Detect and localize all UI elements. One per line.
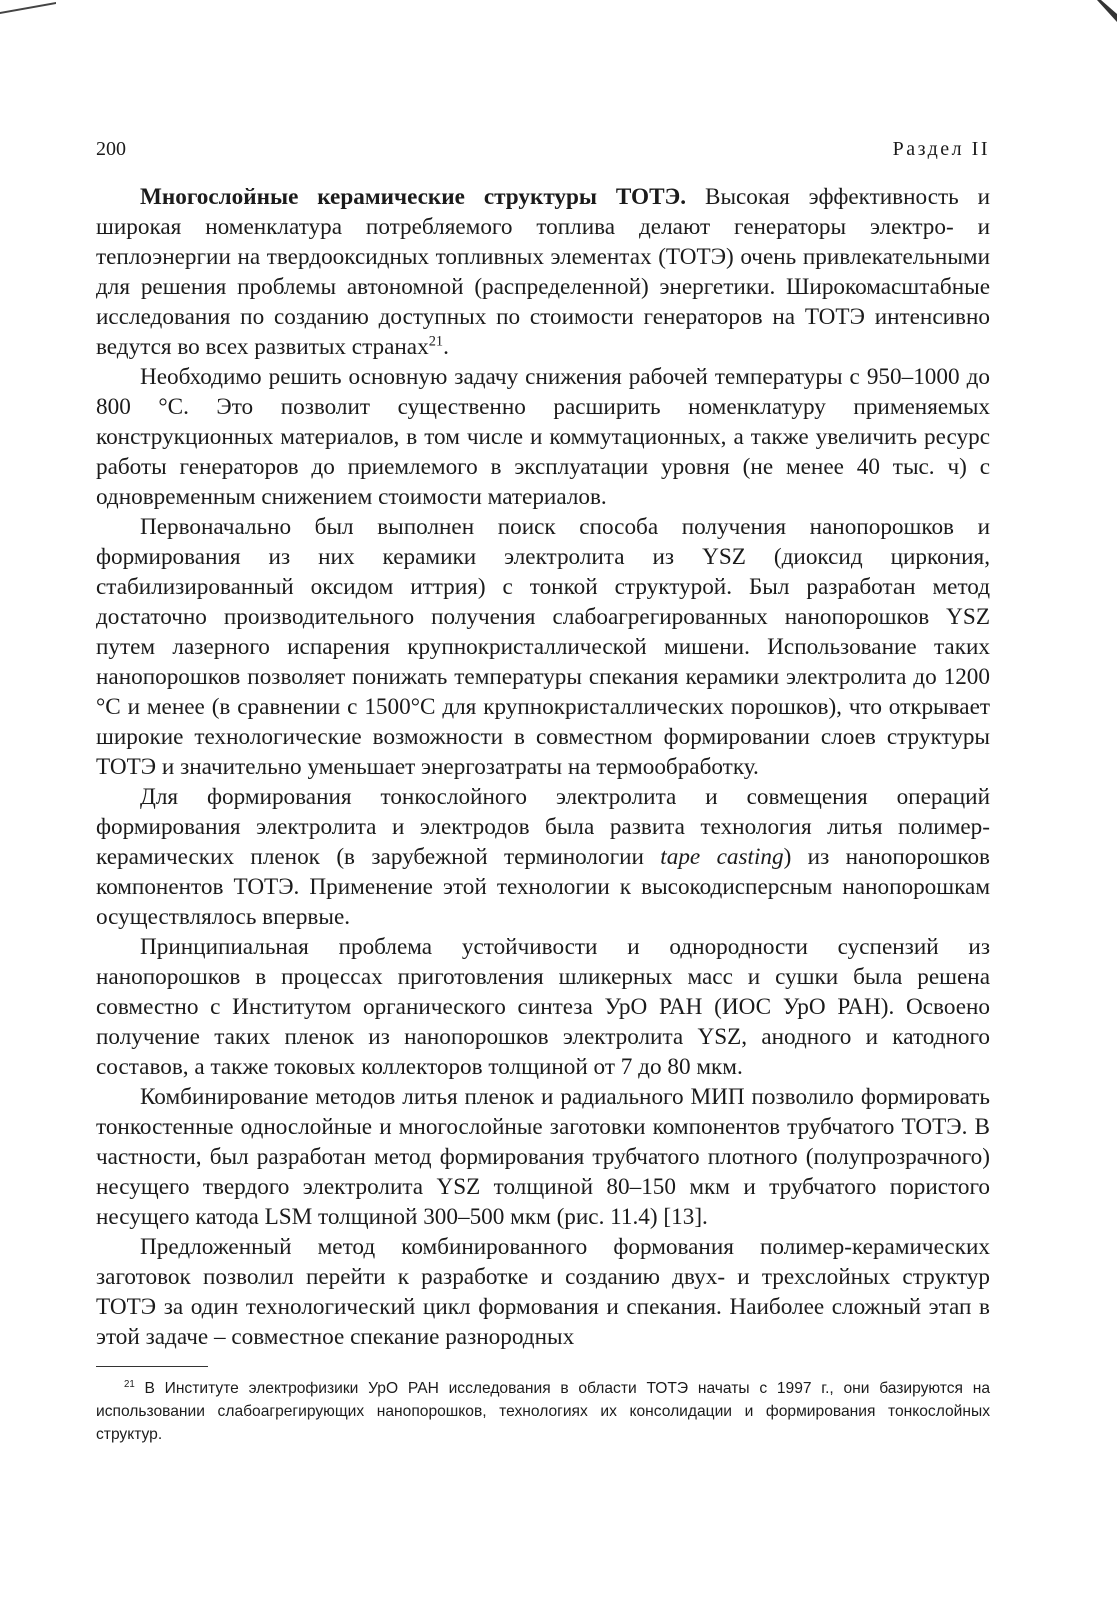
main-text: [96, 182, 990, 1352]
section-label: Раздел II: [892, 138, 990, 160]
paragraph-4-italic-term: tape casting: [660, 844, 784, 870]
scan-edge-mark-left: [0, 0, 60, 16]
paragraph-4-text: Для формирования тонкослойного электролита и совмещения операций формирования электролита и электродов была развита технология литья полимер-керамических пленок (в зарубежной терминологии: [96, 784, 990, 870]
scan-edge-mark-right: [1093, 0, 1117, 24]
paragraph-1-end: .: [443, 334, 449, 360]
paragraph-5: Принципиальная проблема устойчивости и однородности суспензий из нанопорошков в процессах приготовления шликерных масс и сушки была решена совместно с Институтом органического синтеза УрО РАН (ИОС УрО РАН). Освоено получение таких пленок из нанопорошков электролита YSZ, анодного и катодного составов, а также токовых коллекторов толщиной от 7 до 80 мкм.: [96, 934, 990, 1080]
running-header: [96, 136, 990, 162]
paragraph-6: Комбинирование методов литья пленок и радиального МИП позволило формировать тонкостенные однослойные и многослойные заготовки компонентов трубчатого ТОТЭ. В частности, был разработан метод формирования трубчатого плотного (полупрозрачного) несущего твердого электролита YSZ толщиной 80–150 мкм и трубчатого пористого несущего катода LSM толщиной 300–500 мкм (рис. 11.4) [13].: [96, 1084, 990, 1230]
footnote-divider: [96, 1366, 208, 1367]
paragraph-7: Предложенный метод комбинированного формования полимер-керамических заготовок позволил перейти к разработке и созданию двух- и трехслойных структур ТОТЭ за один технологический цикл формования и спекания. Наиболее сложный этап в этой задаче – совместное спекание разнородных: [96, 1234, 990, 1350]
footnote-reference: 21: [428, 333, 444, 350]
footnote-marker: 21: [124, 1378, 135, 1390]
page-number: 200: [96, 138, 126, 160]
paragraph-3: Первоначально был выполнен поиск способа получения нанопорошков и формирования из них керамики электролита из YSZ (диоксид циркония, стабилизированный оксидом иттрия) с тонкой структурой. Был разработан метод достаточно производительного получения слабоагрегированных нанопорошков YSZ путем лазерного испарения крупнокристаллической мишени. Использование таких нанопорошков позволяет понижать температуры спекания керамики электролита до 1200 °С и менее (в сравнении с 1500°С для крупнокристаллических порошков), что открывает широкие технологические возможности в совместном формировании слоев структуры ТОТЭ и значительно уменьшает энергозатраты на термообработку.: [96, 514, 990, 780]
paragraph-1: [96, 182, 990, 362]
footnote: [96, 1377, 990, 1446]
book-page: [96, 136, 990, 1446]
paragraph-heading: Многослойные керамические структуры ТОТЭ.: [140, 184, 687, 210]
paragraph-2: Необходимо решить основную задачу снижения рабочей температуры с 950–1000 до 800 °С. Это позволит существенно расширить номенклатуру применяемых конструкционных материалов, в том числе и коммутационных, а также увеличить ресурс работы генераторов до приемлемого в эксплуатации уровня (не менее 40 тыс. ч) с одновременным снижением стоимости материалов.: [96, 364, 990, 510]
paragraph-4-text-end: ) из нанопорошков компонентов ТОТЭ. Применение этой технологии к высокодисперсным нанопорошкам осуществлялось впервые.: [96, 844, 990, 930]
footnote-text: В Институте электрофизики УрО РАН исследования в области ТОТЭ начаты с 1997 г., они базируются на использовании слабоагрегирующих нанопорошков, технологиях их консолидации и формирования тонкослойных структур.: [96, 1380, 990, 1443]
paragraph-1-text: Высокая эффективность и широкая номенклатура потребляемого топлива делают генераторы электро- и теплоэнергии на твердооксидных топливных элементах (ТОТЭ) очень привлекательными для решения проблемы автономной (распределенной) энергетики. Широкомасштабные исследования по созданию доступных по стоимости генераторов на ТОТЭ интенсивно ведутся во всех развитых странах: [96, 184, 990, 360]
paragraph-4: [96, 782, 990, 932]
